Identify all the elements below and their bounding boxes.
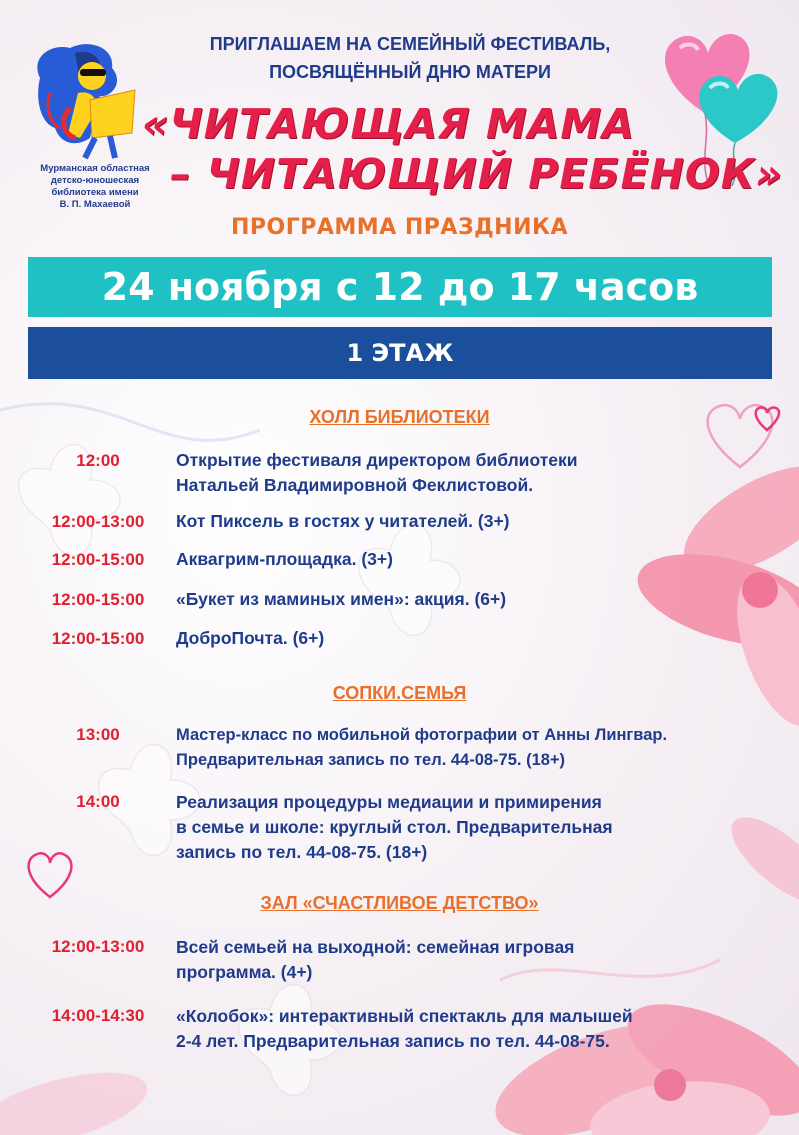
library-name-line: детско-юношеская — [50, 175, 140, 186]
library-name — [20, 163, 170, 211]
date-banner: 24 ноября с 12 до 17 часов — [28, 257, 772, 317]
event-time: 14:00-14:30 — [51, 1006, 145, 1025]
section-title-sopki: СОПКИ.СЕМЬЯ — [332, 683, 467, 703]
event-time: 12:00-15:00 — [51, 550, 145, 569]
event-line: Кот Пиксель в гостях у читателей. (3+) — [176, 511, 510, 531]
event-line: 2-4 лет. Предварительная запись по тел. 44-08-75. — [176, 1031, 610, 1051]
event-description — [176, 547, 776, 572]
event-time: 14:00 — [76, 792, 120, 811]
event-line: запись по тел. 44-08-75. (18+) — [176, 842, 428, 862]
event-time: 12:00-13:00 — [51, 512, 145, 531]
event-time: 12:00-15:00 — [51, 590, 145, 609]
festival-title-line2: – ЧИТАЮЩИЙ РЕБЁНОК» — [170, 150, 783, 198]
event-line: Всей семьей на выходной: семейная игровая — [176, 937, 575, 957]
floor-banner: 1 ЭТАЖ — [28, 327, 772, 379]
event-description — [176, 935, 776, 985]
event-description — [176, 723, 776, 773]
event-line: «Колобок»: интерактивный спектакль для малышей — [176, 1006, 633, 1026]
event-time: 12:00 — [76, 451, 120, 470]
event-description — [176, 587, 776, 612]
event-line: Натальей Владимировной Феклистовой. — [176, 475, 534, 495]
event-line: Мастер-класс по мобильной фотографии от Анны Лингвар. — [176, 726, 668, 744]
event-time: 12:00-13:00 — [51, 937, 145, 956]
event-line: ДоброПочта. (6+) — [176, 628, 325, 648]
event-line: программа. (4+) — [176, 962, 313, 982]
event-description — [176, 790, 776, 865]
event-line: Аквагрим-площадка. (3+) — [176, 549, 393, 569]
event-line: Предварительная запись по тел. 44-08-75. (18+) — [176, 751, 566, 769]
invite-line: ПРИГЛАШАЕМ НА СЕМЕЙНЫЙ ФЕСТИВАЛЬ, — [209, 34, 611, 54]
event-description — [176, 626, 776, 651]
event-line: Реализация процедуры медиации и примирения — [176, 792, 602, 812]
program-heading: ПРОГРАММА ПРАЗДНИКА — [231, 215, 568, 240]
invite-text — [150, 30, 670, 86]
section-title-hall: ХОЛЛ БИБЛИОТЕКИ — [309, 407, 490, 427]
event-line: в семье и школе: круглый стол. Предварительная — [176, 817, 613, 837]
section-title-hall-childhood: ЗАЛ «СЧАСТЛИВОЕ ДЕТСТВО» — [260, 893, 539, 913]
event-time: 12:00-15:00 — [51, 629, 145, 648]
event-description — [176, 448, 776, 498]
invite-line: ПОСВЯЩЁННЫЙ ДНЮ МАТЕРИ — [269, 62, 551, 82]
library-name-line: библиотека имени — [51, 187, 139, 198]
event-description — [176, 1004, 776, 1054]
event-line: Открытие фестиваля директором библиотеки — [176, 450, 578, 470]
event-time: 13:00 — [76, 725, 120, 744]
library-name-line: В. П. Махаевой — [59, 199, 131, 210]
event-line: «Букет из маминых имен»: акция. (6+) — [176, 589, 507, 609]
event-description — [176, 509, 776, 534]
festival-title-line1: «ЧИТАЮЩАЯ МАМА — [142, 100, 635, 148]
library-name-line: Мурманская областная — [40, 163, 150, 174]
